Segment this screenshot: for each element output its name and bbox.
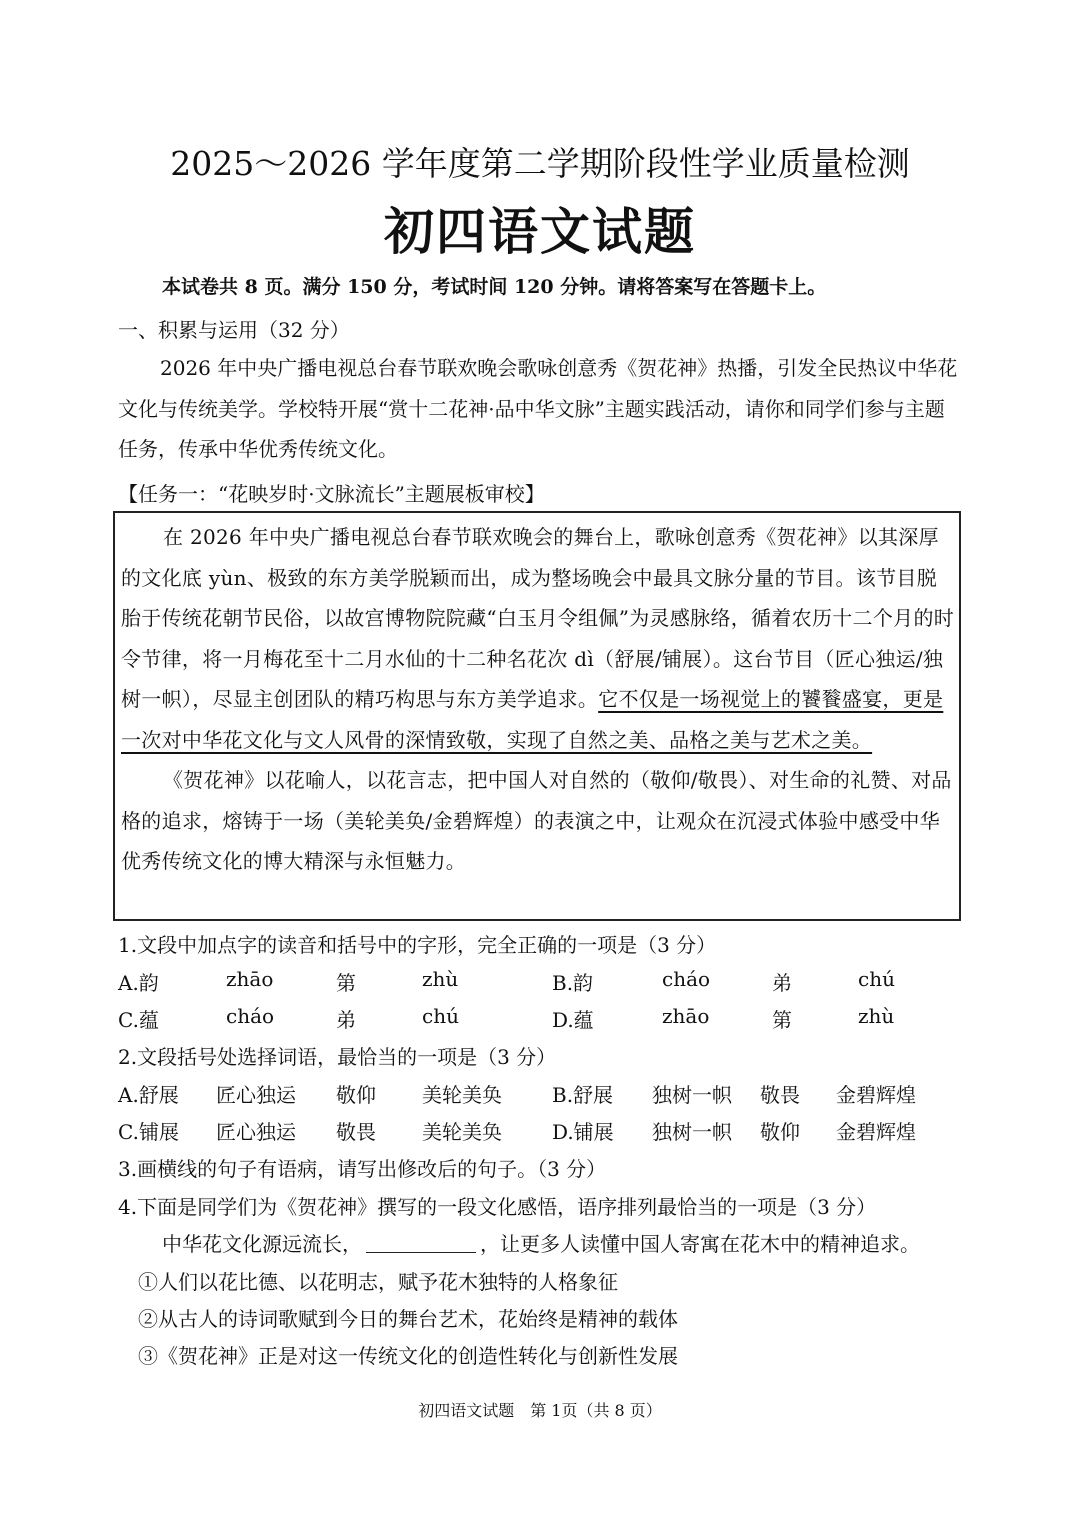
q2-option-c-2: 匠心独运 [216, 1120, 296, 1144]
q2-option-b-4: 金碧辉煌 [836, 1083, 916, 1107]
question-1-stem: 1.文段中加点字的读音和括号中的字形，完全正确的一项是（3 分） [118, 933, 717, 957]
q1-option-b-pinyin2: chú [858, 967, 895, 991]
q2-option-a-1: A.舒展 [118, 1083, 179, 1107]
q2-option-b-3: 敬畏 [760, 1083, 800, 1107]
q1-option-c-char2: 弟 [336, 1008, 356, 1032]
q2-option-a-2: 匠心独运 [216, 1083, 296, 1107]
exam-title: 2025～2026 学年度第二学期阶段性学业质量检测 [170, 144, 910, 183]
task1-title: 【任务一：“花映岁时·文脉流长”主题展板审校】 [118, 482, 545, 506]
q2-option-b-2: 独树一帜 [652, 1083, 732, 1107]
q2-option-c-1: C.铺展 [118, 1120, 179, 1144]
q1-option-a-char2: 第 [336, 971, 356, 995]
section-intro: 2026 年中央广播电视总台春节联欢晚会歌咏创意秀《贺花神》热播，引发全民热议中华花文化与传统美学。学校特开展“赏十二花神·品中华文脉”主题实践活动，请你和同学们参与主题任务，传承中华优秀传统文化。 [118, 356, 958, 461]
q1-option-b-pinyin1: cháo [662, 967, 711, 991]
q1-option-c-pinyin1: cháo [226, 1004, 275, 1028]
q1-option-b-char2: 弟 [772, 971, 792, 995]
q4-item-1: ①人们以花比德、以花明志，赋予花木独特的人格象征 [138, 1270, 618, 1294]
q2-option-a-4: 美轮美奂 [422, 1083, 502, 1107]
question-3-stem: 3.画横线的句子有语病，请写出修改后的句子。（3 分） [118, 1157, 607, 1181]
subject-title: 初四语文试题 [384, 202, 696, 261]
question-4-lead: 中华花文化源远流长， ，让更多人读懂中国人寄寓在花木中的精神追求。 [162, 1232, 920, 1256]
q4-item-2: ②从古人的诗词歌赋到今日的舞台艺术，花始终是精神的载体 [138, 1307, 678, 1331]
q2-option-d-3: 敬仰 [760, 1120, 800, 1144]
section-heading: 一、积累与运用（32 分） [118, 318, 350, 342]
q1-option-d-char: D.蕴 [552, 1008, 594, 1032]
q1-option-c-char: C.蕴 [118, 1008, 159, 1032]
q1-option-b-char: B.韵 [552, 971, 594, 995]
q2-option-c-3: 敬畏 [336, 1120, 376, 1144]
q1-option-d-pinyin1: zhāo [662, 1004, 710, 1028]
underlined-sentence: 它不仅是一场视觉上的饕餮盛宴，更是一次对中华花文化与文人风骨的深情致敬，实现了自然之美、品格之美与艺术之美。 [121, 687, 944, 752]
passage-box [113, 511, 961, 921]
question-4-stem: 4.下面是同学们为《贺花神》撰写的一段文化感悟，语序排列最恰当的一项是（3 分） [118, 1195, 877, 1219]
q2-option-d-2: 独树一帜 [652, 1120, 732, 1144]
question-2-stem: 2.文段括号处选择词语，最恰当的一项是（3 分） [118, 1045, 557, 1069]
q1-option-d-char2: 第 [772, 1008, 792, 1032]
q2-option-b-1: B.舒展 [552, 1083, 614, 1107]
q1-option-a-char: A.韵 [118, 971, 159, 995]
q2-option-a-3: 敬仰 [336, 1083, 376, 1107]
page-footer: 初四语文试题 第 1页（共 8 页） [418, 1401, 662, 1420]
q2-option-d-1: D.铺展 [552, 1120, 614, 1144]
q2-option-c-4: 美轮美奂 [422, 1120, 502, 1144]
q1-option-d-pinyin2: zhù [858, 1004, 895, 1028]
passage-paragraph-1: 在 2026 年中央广播电视总台春节联欢晚会的舞台上，歌咏创意秀《贺花神》以其深厚的文化底 yùn、极致的东方美学脱颖而出，成为整场晚会中最具文脉分量的节目。该节目脱胎于传统花朝节民俗，以故宫博物院院藏“白玉月令组佩”为灵感脉络，循着农历十二个月的时令节律，将一月梅花至十二月水仙的十二种名花次 dì（舒展/铺展）。这台节目（匠心独运/独树一帜），尽显主创团队的精巧构思与东方美学追求。它不仅是一场视觉上的饕餮盛宴，更是一次对中华花文化与文人风骨的深情致敬，实现了自然之美、品格之美与艺术之美。 [121, 525, 955, 752]
passage-paragraph-2: 《贺花神》以花喻人，以花言志，把中国人对自然的（敬仰/敬畏）、对生命的礼赞、对品格的追求，熔铸于一场（美轮美奂/金碧辉煌）的表演之中，让观众在沉浸式体验中感受中华优秀传统文化的博大精深与永恒魅力。 [121, 768, 952, 873]
q4-item-3: ③《贺花神》正是对这一传统文化的创造性转化与创新性发展 [138, 1344, 678, 1368]
q1-option-c-pinyin2: chú [422, 1004, 459, 1028]
q1-option-a-pinyin2: zhù [422, 967, 459, 991]
q2-option-d-4: 金碧辉煌 [836, 1120, 916, 1144]
answer-blank [366, 1232, 476, 1253]
q1-option-a-pinyin1: zhāo [226, 967, 274, 991]
exam-notice: 本试卷共 8 页。满分 150 分，考试时间 120 分钟。请将答案写在答题卡上。 [162, 276, 827, 298]
